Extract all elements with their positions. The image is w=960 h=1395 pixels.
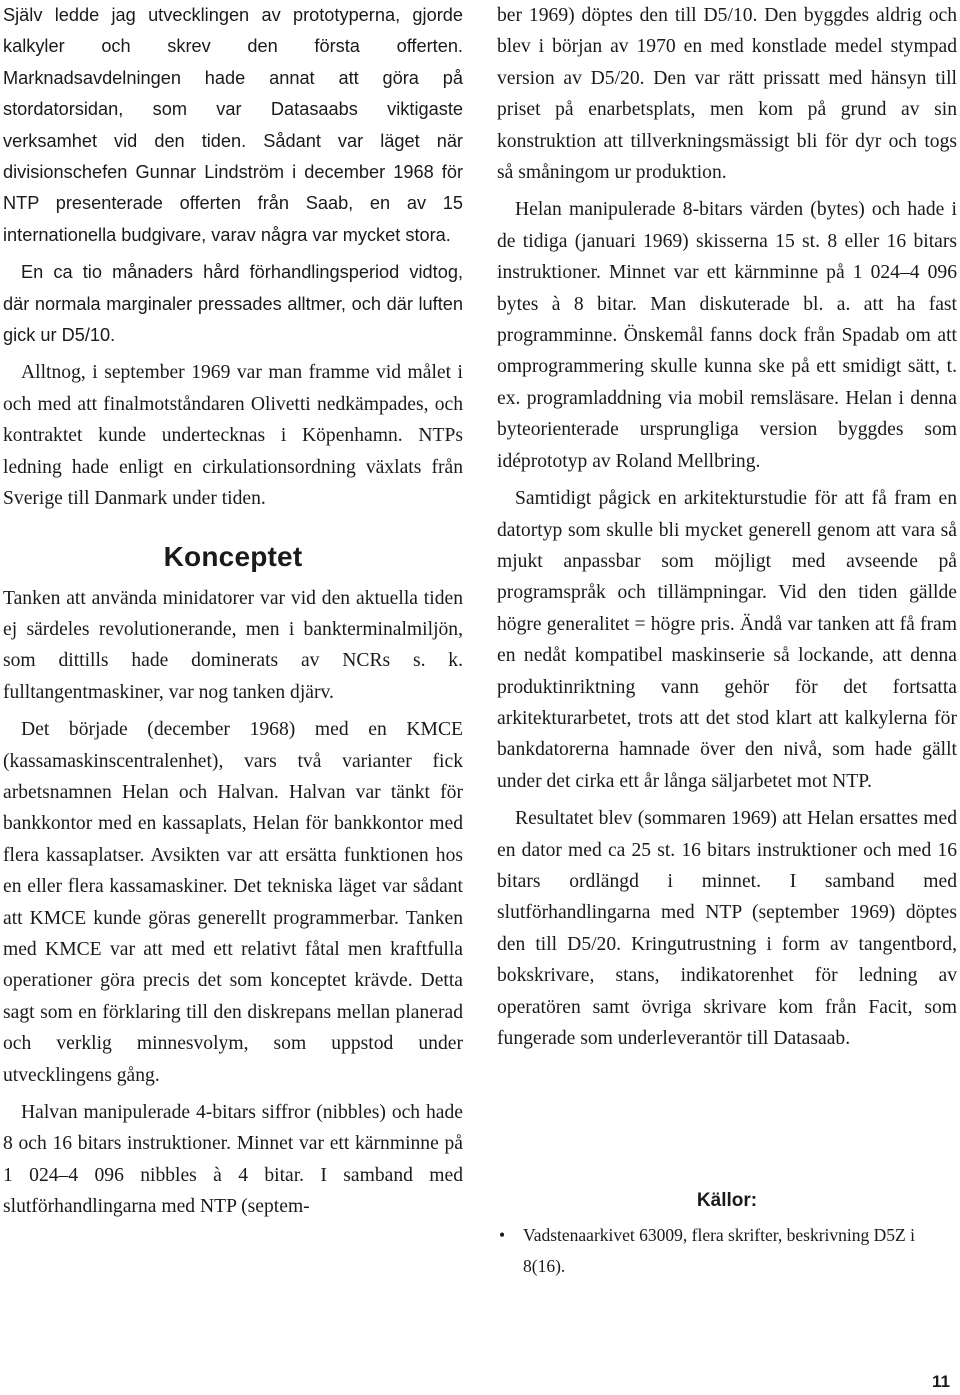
page-number: 11 [932,1372,950,1391]
paragraph-prototype-development: Själv ledde jag utvecklingen av prototyperna, gjorde kalkyler och skrev den första offerten. Marknadsavdelningen hade annat att göra på stordatorsidan, som var Datasaabs viktigaste verksamhet vid den tiden. Sådant var läget när divisionschefen Gunnar Lindström i december 1968 för NTP presenterade offerten från Saab, en av 15 internationella budgivare, varav några var mycket stora. [3,5,463,245]
paragraph-kmce: Det började (december 1968) med en KMCE (kassamaskinscentralenhet), vars två varianter fick arbetsnamnen Helan och Halvan. Halvan var tänkt för bankkontor med en kassaplats, Helan för bankkontor med flera kassaplatser. Avsikten var att ersätta funktionen hos en eller flera kassamaskiner. Det tekniska läget var sådant att KMCE kunde göras generellt programmerbar. Tanken med KMCE var att med ett relativt fåtal men kraftfulla operationer göra precis det som konceptet krävde. Detta sagt som en förklaring till den diskrepans mellan planerad och verklig minnesvolym, som uppstod under utvecklingens gång. [3,719,463,1086]
paragraph-d5-10: ber 1969) döptes den till D5/10. Den byggdes aldrig och blev i början av 1970 en med konstlade medel stympad version av D5/20. Den var rätt prissatt med hänsyn till priset på enarbetsplats, men kom på grund av sin konstruktion att tillverkningsmässigt bli för dyr och togs så småningom ur produktion. [497,5,957,184]
bullet-icon: • [499,1225,506,1245]
left-column [3,0,463,1223]
sources-heading: Källor: [696,1190,758,1211]
source-item-text: Vadstenaarkivet 63009, flera skrifter, beskrivning D5Z i 8(16). [523,1225,915,1276]
section-heading-konceptet: Konceptet [163,540,303,572]
paragraph-helan: Helan manipulerade 8-bitars värden (bytes) och hade i de tidiga (januari 1969) skisserna 15 st. 8 eller 16 bitars instruktioner. Minnet var ett kärnminne på 1 024–4 096 bytes à 8 bitar. Man diskuterade bl. a. att ha fast programminne. Önskemål fanns dock från Spadab om att omprogrammering skulle kunna ske på ett smidigt sätt, t. ex. programladdning via mobil remsläsare. Helan i denna byteorienterade ursprungliga version byggdes som idéprototyp av Roland Mellbring. [497,199,957,472]
paragraph-halvan: Halvan manipulerade 4-bitars siffror (nibbles) och hade 8 och 16 bitars instruktioner. Minnet var ett kärnminne på 1 024–4 096 nibbles à 4 bitar. I samband med slutförhandlingarna med NTP (septem- [3,1102,463,1218]
sources-list [497,1220,957,1282]
source-item [497,1220,957,1282]
paragraph-result: Resultatet blev (sommaren 1969) att Helan ersattes med en dator med ca 25 st. 16 bitars instruktioner och med 16 bitars ordlängd i minnet. I samband med slutförhandlingarna med NTP (september 1969) döptes den till D5/20. Kringutrustning i form av tangentbord, bokskrivare, stans, indikatorenhet för ledning av operatören samt övriga skrivare kom från Facit, som fungerade som underleverantör till Datasaab. [497,808,957,1049]
right-column [497,0,957,1054]
paragraph-negotiation-period: En ca tio månaders hård förhandlingsperiod vidtog, där normala marginaler pressades alltmer, och där luften gick ur D5/10. [3,262,463,346]
paragraph-contract-signed: Alltnog, i september 1969 var man framme vid målet i och med att finalmotståndaren Olivetti nedkämpades, och kontraktet kunde undertecknas i Köpenhamn. NTPs ledning hade enligt en cirkulationsordning växlats från Sverige till Danmark under tiden. [3,362,463,510]
paragraph-minicomputers: Tanken att använda minidatorer var vid den aktuella tiden ej särdeles revolutionerande, men i bankterminalmiljön, som dittills hade dominerats av NCRs s. k. fulltangentmaskiner, var nog tanken djärv. [3,587,463,703]
paragraph-architecture-study: Samtidigt pågick en arkitekturstudie för att få fram en datortyp som skulle bli mycket generell genom att vara så mjukt anpassbar som möjligt med avseende på programspråk och tillämpningar. Vid den tiden gällde högre generalitet = högre pris. Ändå var tanken att få fram en nedåt kompatibel maskinserie så lockande, att denna produktinriktning vann gehör för det fortsatta arkitekturarbetet, trots att det stod klart att kalkylerna för bankdatorerna hamnade över den nivå, som hade gällt under det cirka ett år långa säljarbetet mot NTP. [497,488,957,792]
